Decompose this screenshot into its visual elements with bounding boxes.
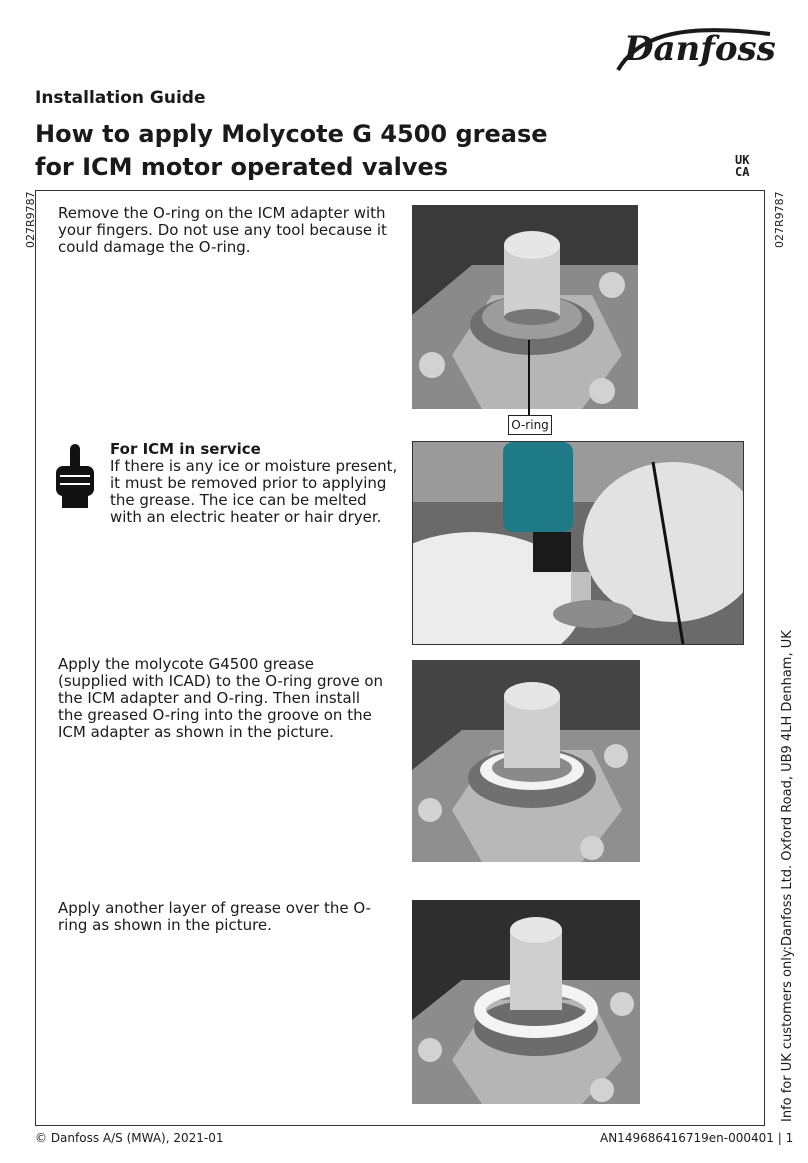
grease-layer-photo: [412, 900, 640, 1104]
o-ring-callout: O-ring: [508, 415, 552, 435]
page-title: [35, 118, 595, 184]
valve-photo: [412, 205, 638, 409]
step-1-text: Remove the O-ring on the ICM adapter with your fingers. Do not use any tool because it could damage the O-ring.: [58, 204, 387, 256]
note-title: For ICM in service: [110, 440, 261, 458]
callout-leader-line: [528, 340, 530, 415]
heater-photo: [412, 441, 744, 645]
drawing-code-right: 027R9787: [773, 191, 786, 248]
hand-pointing-icon: [54, 444, 98, 508]
uk-info-text: Info for UK customers only:Danfoss Ltd. Oxford Road, UB9 4LH Denham, UK: [780, 630, 795, 1122]
danfoss-logo: [610, 12, 778, 82]
title-line-1: How to apply Molycote G 4500 grease: [35, 120, 548, 148]
brand-name: Danfoss: [624, 29, 776, 69]
ukca-mark: UK CA: [735, 153, 750, 179]
step-4-text: Apply another layer of grease over the O-ring as shown in the picture.: [58, 899, 372, 934]
greased-valve-photo: [412, 660, 640, 862]
footer-doc-number: AN149686416719en-000401 | 1: [600, 1131, 794, 1145]
footer-copyright: © Danfoss A/S (MWA), 2021-01: [35, 1131, 224, 1145]
title-line-2: for ICM motor operated valves: [35, 153, 449, 181]
step-2-text: If there is any ice or moisture present, it must be removed prior to applying the grease. The ice can be melted with an electric heater or hair dryer.: [110, 457, 398, 526]
step-3-text: Apply the molycote G4500 grease (supplied with ICAD) to the O-ring grove on the ICM adapter and O-ring. Then install the greased O-ring into the groove on the ICM adapter as shown in the picture.: [58, 655, 384, 741]
drawing-code-left: 027R9787: [24, 191, 37, 248]
document-type: Installation Guide: [35, 88, 206, 108]
